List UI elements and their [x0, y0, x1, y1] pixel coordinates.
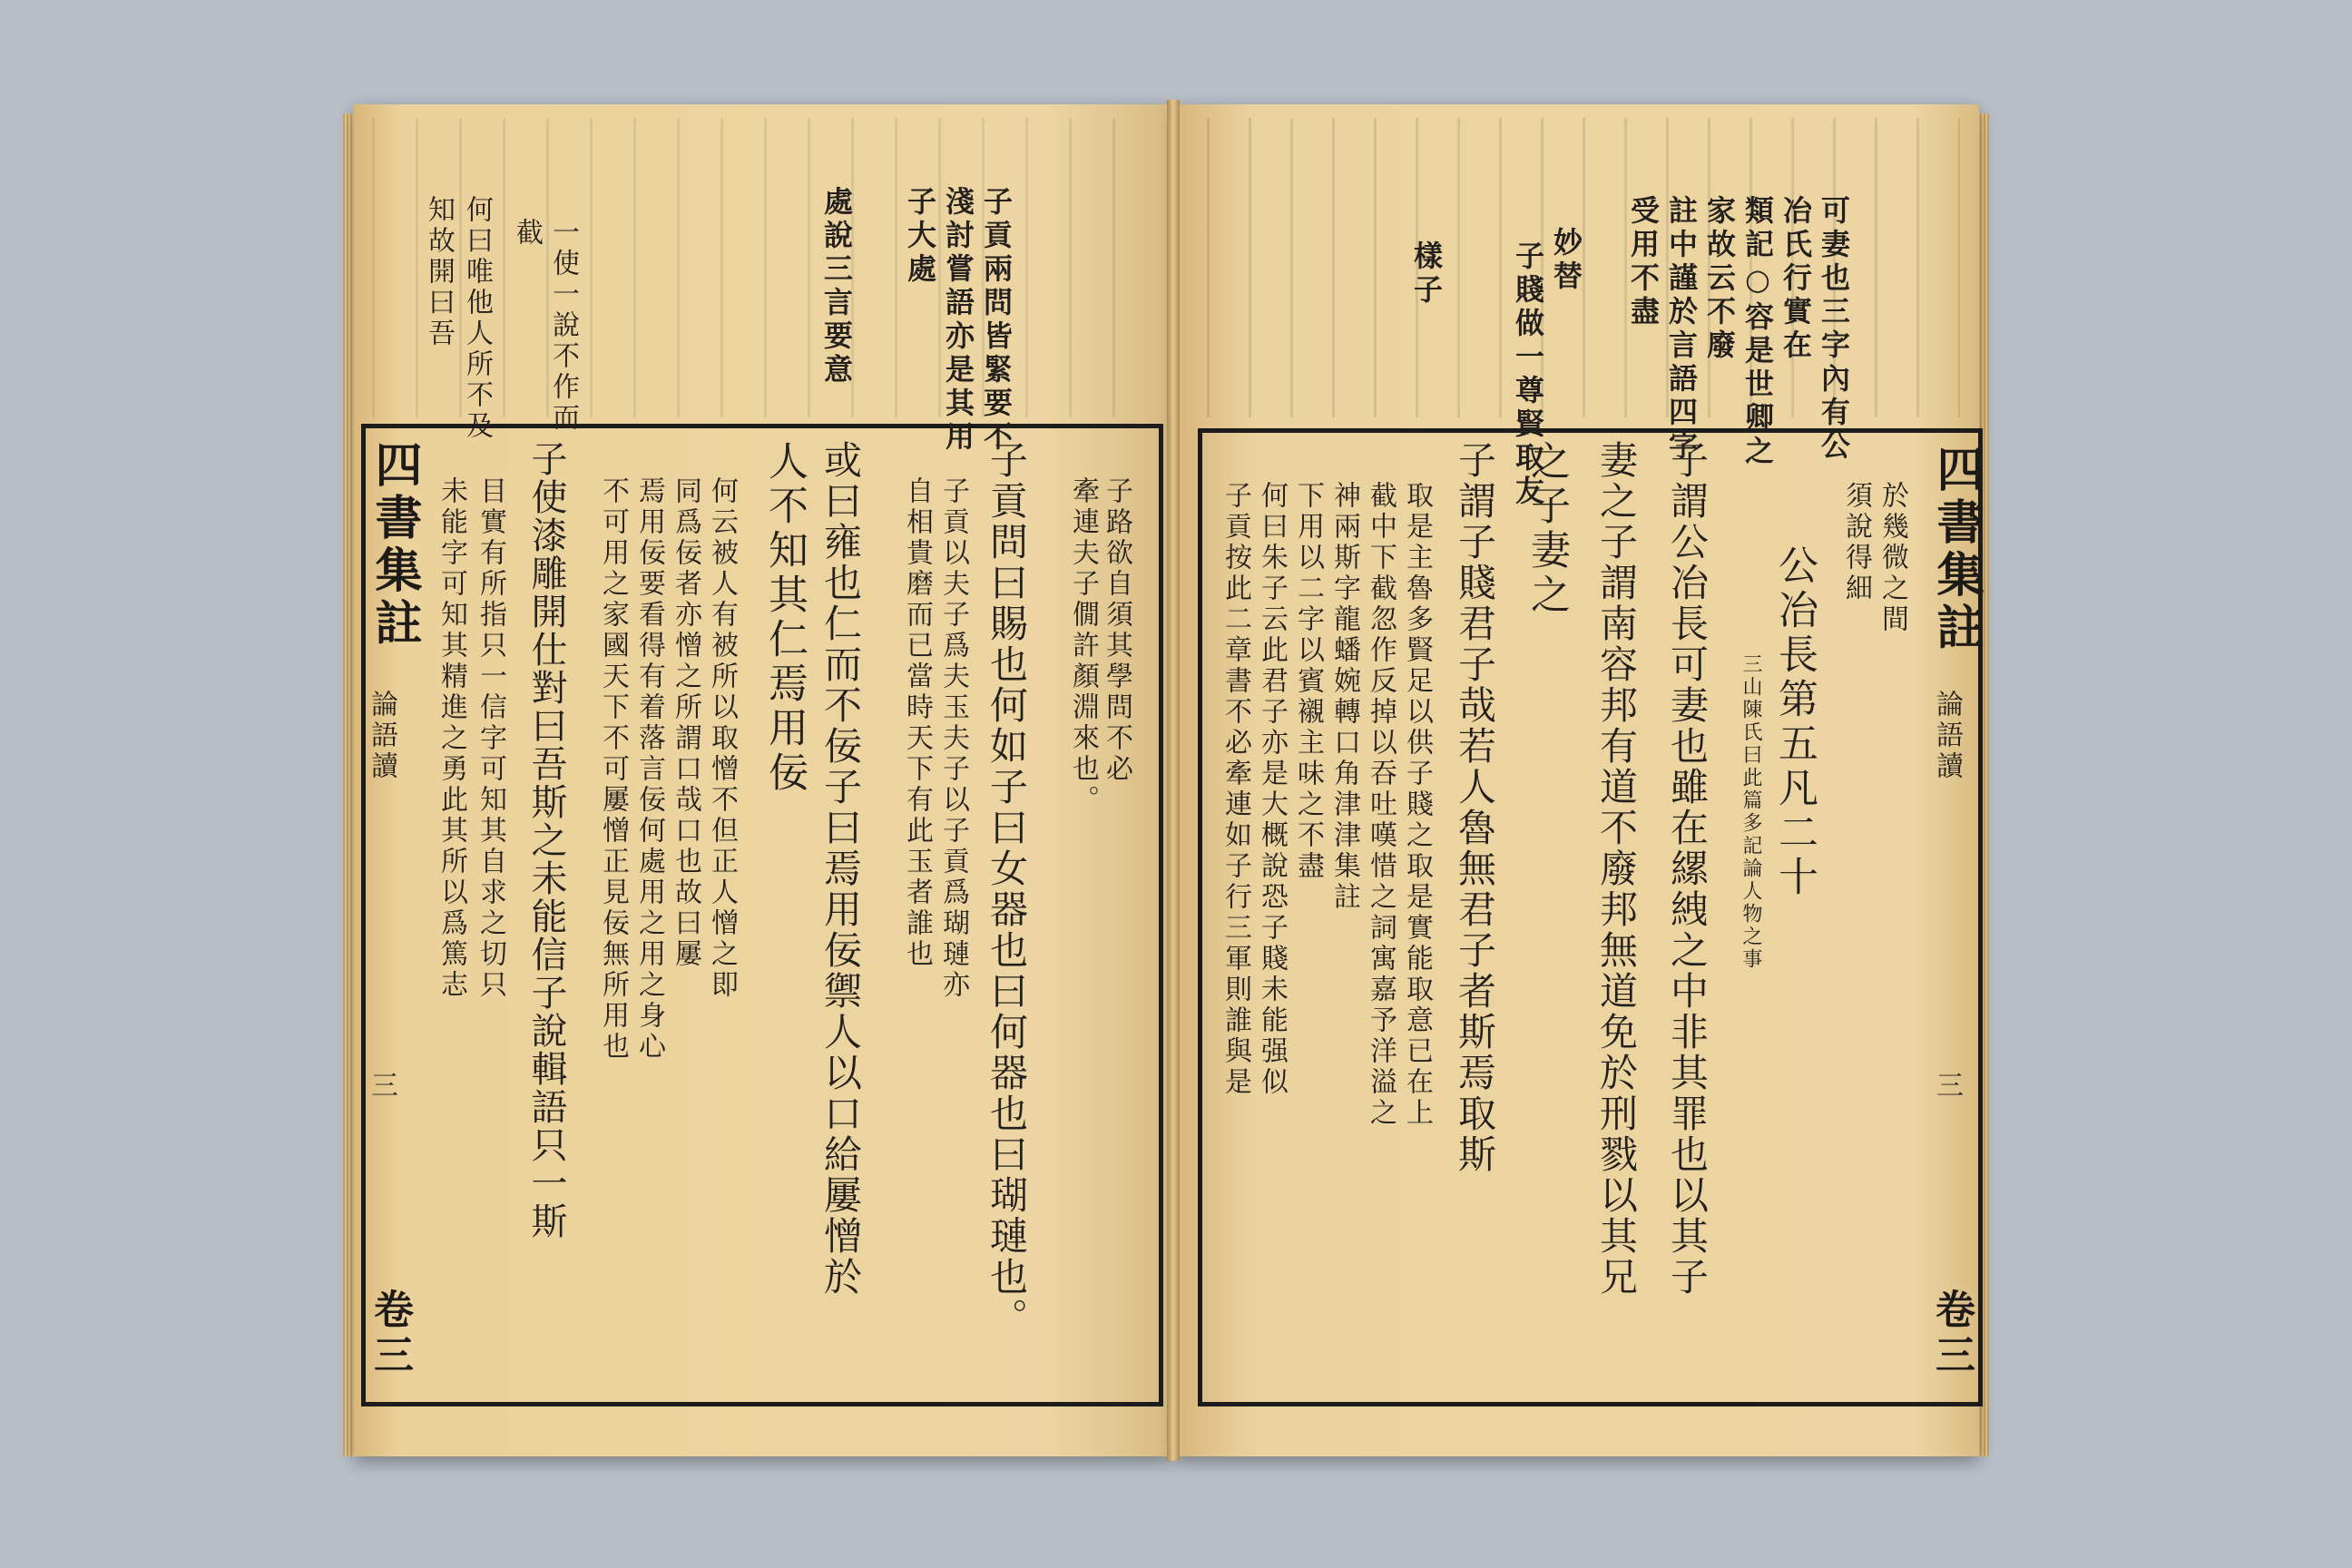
left-col-2: 牽連夫子僩許顏淵來也。 — [1067, 476, 1099, 816]
right-col-10: 截中下截忽作反掉以吞吐嘆惜之詞寓嘉予洋溢之 — [1365, 481, 1396, 1129]
left-col-5: 自相貴磨而已當時天下有此玉者誰也 — [901, 476, 933, 970]
right-margin-title: 四書集註 — [1928, 445, 1984, 655]
left-note-2: 淺討嘗語亦是其用 — [941, 186, 975, 455]
right-note-8: 子賤做一尊賢取友 — [1511, 240, 1545, 509]
left-col-9: 同爲佞者亦憎之所謂口哉口也故曰屢 — [670, 476, 701, 970]
book-spine — [1167, 100, 1180, 1461]
right-col-12: 下用以二字以賓襯主味之不盡 — [1292, 481, 1324, 882]
left-col-6: 或曰雍也仁而不佞子曰焉用佞禦人以口給屢憎於 — [818, 440, 863, 1298]
left-col-1: 子路欲自須其學問不必 — [1101, 476, 1132, 785]
right-note-4: 家故云不廢 — [1702, 195, 1737, 363]
left-margin-volume: 卷三 — [367, 1289, 413, 1379]
right-col-11: 神兩斯字龍蟠婉轉口角津津集註 — [1328, 481, 1360, 913]
right-col-5: 子謂公冶長可妻也雖在縲絏之中非其罪也以其子 — [1665, 440, 1710, 1298]
left-note-1: 子貢兩問皆緊要不 — [979, 186, 1014, 455]
left-note-6: 截 — [511, 218, 543, 249]
right-note-7: 妙替 — [1549, 227, 1583, 294]
right-col-3: 公冶長第五凡二十 — [1771, 544, 1818, 900]
left-col-4: 子貢以夫子爲夫玉夫子以子貢爲瑚璉亦 — [937, 476, 969, 1001]
left-note-7: 何曰唯他人所不及 — [461, 195, 493, 442]
right-note-5: 註中謹於言語四字 — [1664, 195, 1699, 464]
left-note-4: 處說三言要意 — [819, 186, 854, 387]
right-col-8: 子謂子賤君子哉若人魯無君子者斯焉取斯 — [1453, 440, 1497, 1175]
right-margin-section: 論語讀 — [1931, 690, 1963, 782]
right-note-6: 受用不盡 — [1626, 195, 1661, 329]
left-col-8: 何云被人有被所以取憎不但正人憎之即 — [706, 476, 738, 1001]
right-note-9: 樣子 — [1409, 240, 1444, 308]
right-note-1: 可妻也三字內有公 — [1817, 195, 1851, 464]
right-margin-volume: 卷三 — [1928, 1289, 1975, 1379]
right-col-4: 三山陳氏曰此篇多記論人物之事 — [1740, 653, 1762, 971]
left-margin-section: 論語讀 — [366, 690, 397, 782]
left-col-12: 子使漆雕開仕對曰吾斯之未能信子說輯語只一斯 — [525, 440, 567, 1240]
right-col-7: 之子妻之 — [1524, 440, 1570, 618]
left-note-5: 一使一說不作而 — [547, 218, 579, 434]
left-col-14: 未能字可知其精進之勇此其所以爲篤志 — [436, 476, 467, 1001]
right-col-1: 於幾微之間 — [1877, 481, 1908, 635]
left-col-10: 焉用佞要看得有着落言佞何處用之用之身心 — [633, 476, 665, 1063]
left-note-3: 子大處 — [903, 186, 937, 287]
right-col-9: 取是主魯多賢足以供子賤之取是實能取意已在上 — [1401, 481, 1433, 1129]
left-col-11: 不可用之家國天下不可屢憎正見佞無所用也 — [597, 476, 629, 1063]
left-col-7: 人不知其仁焉用佞 — [761, 440, 808, 796]
right-col-14: 子貢按此二章書不必牽連如子行三軍則誰與是 — [1220, 481, 1251, 1098]
right-margin-page: 三 — [1931, 1071, 1963, 1102]
left-margin-title: 四書集註 — [367, 440, 422, 651]
left-margin-page: 三 — [366, 1071, 397, 1102]
right-col-6: 妻之子謂南容邦有道不廢邦無道免於刑戮以其兄 — [1594, 440, 1639, 1298]
left-col-3: 子貢問曰賜也何如子曰女器也曰何器也曰瑚璉也。 — [985, 440, 1029, 1338]
right-col-2: 須說得細 — [1840, 481, 1872, 604]
right-note-2: 冶氏行實在 — [1779, 195, 1813, 363]
right-col-13: 何曰朱子云此君子亦是大概說恐子賤未能强似 — [1256, 481, 1288, 1098]
left-note-8: 知故開曰吾 — [423, 195, 455, 349]
right-note-3: 類記○容是世卿之 — [1740, 195, 1775, 469]
left-col-13: 目實有所指只一信字可知其自求之切只 — [475, 476, 506, 1001]
